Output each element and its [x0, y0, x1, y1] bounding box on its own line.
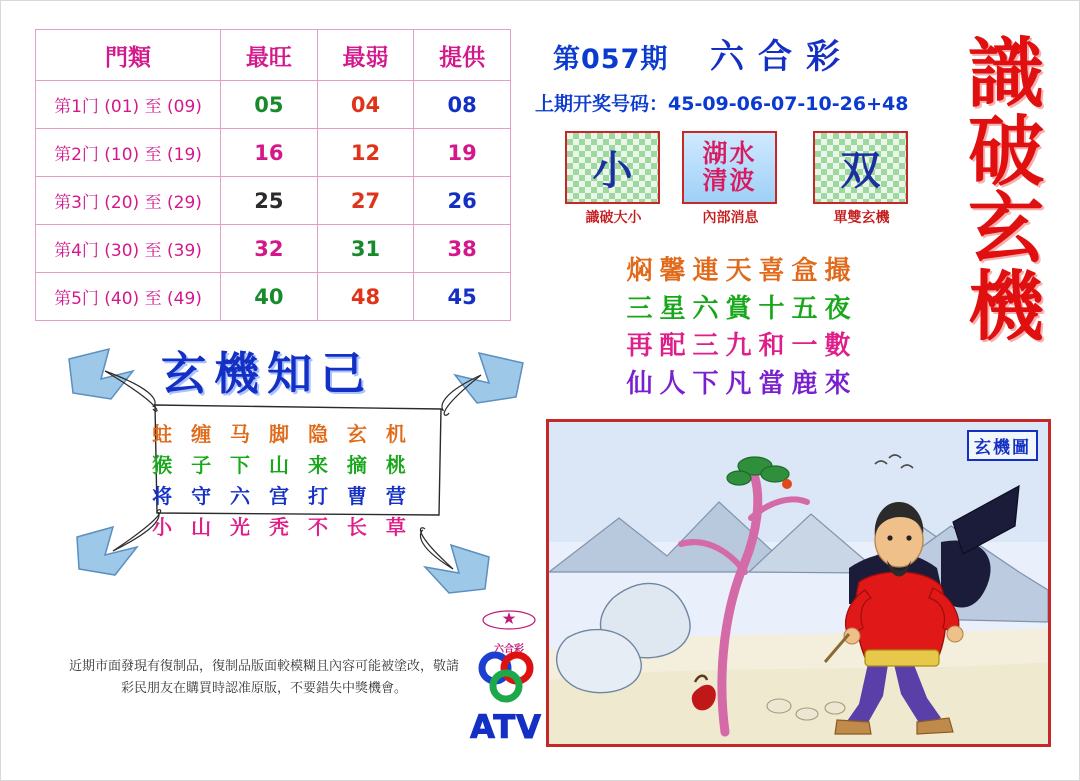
verse-line-2: 三星六賞十五夜 — [626, 293, 858, 324]
verse-line-1: 焖馨連天喜盒撮 — [626, 256, 858, 286]
info-box-oddeven-glyph: 双 — [840, 147, 881, 194]
col-header-cold: 最弱 — [317, 30, 414, 81]
info-box-oddeven[interactable] — [813, 131, 910, 227]
table-row — [36, 81, 511, 129]
cell-supply: 45 — [414, 273, 511, 321]
title-char-2: 破 — [968, 106, 1044, 196]
atv-text: ATV — [470, 708, 542, 746]
picture-illustration — [549, 422, 1048, 744]
info-box-oddeven-caption: 單雙玄機 — [833, 210, 890, 226]
cell-hot: 16 — [221, 129, 318, 177]
info-box-size-glyph: 小 — [592, 147, 633, 194]
poem-line-3: 将 守 六 宫 打 曹 营 — [152, 484, 412, 508]
cell-supply: 08 — [414, 81, 511, 129]
info-box-oddeven-image — [813, 131, 908, 204]
brand-title: 六合彩 — [710, 37, 854, 77]
info-box-news-line1: 湖水 — [702, 139, 757, 169]
row-label: 第2门 (10) 至 (19) — [36, 129, 221, 177]
poem-line-2: 猴 子 下 山 来 摘 桃 — [152, 453, 412, 477]
cell-supply: 38 — [414, 225, 511, 273]
row-label: 第4门 (30) 至 (39) — [36, 225, 221, 273]
info-box-size[interactable] — [565, 131, 662, 227]
stats-table — [35, 29, 511, 321]
verse-block — [557, 253, 927, 404]
title-char-3: 玄 — [968, 184, 1044, 274]
table-row — [36, 273, 511, 321]
info-box-size-caption: 識破大小 — [585, 210, 642, 226]
col-header-hot: 最旺 — [221, 30, 318, 81]
cell-cold: 48 — [317, 273, 414, 321]
row-label: 第1门 (01) 至 (09) — [36, 81, 221, 129]
picture-label: 玄機圖 — [967, 430, 1038, 461]
atv-mark-icon — [471, 646, 541, 708]
poem-line-1: 蛀 缠 马 脚 隐 玄 机 — [152, 422, 412, 446]
row-label: 第5门 (40) 至 (49) — [36, 273, 221, 321]
table-row — [36, 129, 511, 177]
cell-hot: 40 — [221, 273, 318, 321]
cell-cold: 04 — [317, 81, 414, 129]
info-box-news[interactable] — [682, 131, 779, 227]
poem-line-4: 小 山 光 秃 不 长 草 — [152, 515, 412, 539]
verse-line-3: 再配三九和一數 — [626, 331, 858, 362]
mystic-picture-panel — [546, 419, 1051, 747]
atv-logo — [451, 646, 561, 746]
cell-cold: 12 — [317, 129, 414, 177]
page-title — [951, 29, 1061, 351]
cell-supply: 26 — [414, 177, 511, 225]
row-label: 第3门 (20) 至 (29) — [36, 177, 221, 225]
info-box-size-image — [565, 131, 660, 204]
stamp-icon — [481, 609, 537, 637]
disclaimer-text: 近期市面發現有復制品，復制品版面較模糊且內容可能被塗改，敬請彩民朋友在購買時認准原版，不要錯失中獎機會。 — [69, 659, 460, 697]
cell-hot: 32 — [221, 225, 318, 273]
cell-hot: 25 — [221, 177, 318, 225]
info-box-news-image — [682, 131, 777, 204]
table-row — [36, 225, 511, 273]
verse-line-4: 仙人下凡當鹿來 — [626, 369, 858, 400]
title-char-4: 機 — [968, 261, 1044, 351]
cell-hot: 05 — [221, 81, 318, 129]
info-box-news-line2: 清波 — [702, 165, 757, 195]
title-char-1: 識 — [968, 29, 1044, 118]
issue-number: 第057期 — [553, 44, 669, 75]
cell-cold: 27 — [317, 177, 414, 225]
last-draw-numbers: 上期开奖号码：45-09-06-07-10-26+48 — [535, 93, 909, 115]
stamp-label: 六合彩 — [494, 644, 524, 655]
cell-cold: 31 — [317, 225, 414, 273]
col-header-category: 門類 — [36, 30, 221, 81]
table-row — [36, 177, 511, 225]
poem-block — [151, 419, 413, 543]
cell-supply: 19 — [414, 129, 511, 177]
table-header-row — [36, 30, 511, 81]
col-header-supply: 提供 — [414, 30, 511, 81]
banner-title: 玄機知己 — [161, 347, 374, 400]
info-box-news-caption: 內部消息 — [702, 210, 759, 226]
